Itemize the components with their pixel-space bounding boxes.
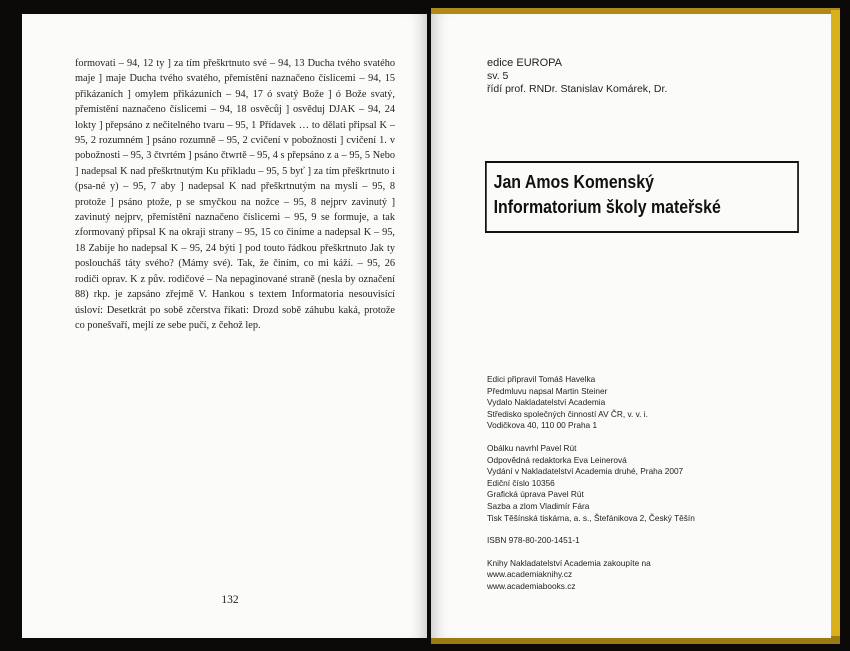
imprint-block-isbn (487, 535, 797, 547)
notes-paragraph: formovati – 94, 12 ty ] za tím přeškrtnuto své – 94, 13 Ducha tvého svatého maje ] maje Ducha tvého svatého, přemístění naznačeno číslicemi – 94, 15 přikázaních ] omylem přikázuních – 94, 17 ó svatý Bože ] ó Bože svatý, přemístění naznačeno číslicemi – 94, 18 osvěcůj ] osvěduj DJAK – 94, 24 lokty ] přepsáno z nečitelného tvaru – 95, 1 Přídavek … to dělati připsal K – 95, 2 rozumném ] psáno rozumně – 95, 2 cvičení v pobožnosti ] cvičení 1. v pobožnosti – 95, 3 čtvrtém ] psáno čtwrtě – 95, 4 s přepsáno z a – 95, 5 Nebo ] nadepsal K nad přeškrtnutým Ku příkladu – 95, 5 byť ] za tím přeškrtnuto i (psa-né y) – 95, 7 aby ] nadepsal K nad přeškrtnutým na mysli – 95, 8 protože ] psáno ptože, p se smyčkou na nožce – 95, 8 nejprv zavinutý ] zavinutý nejprv, přemístění naznačeno číslicemi – 95, 9 se formuje, a tak zformovaný připsal K na okraji strany – 95, 15 co činíme a nadepsal K – 95, 18 Zabije ho nadepsal K – 95, 24 býti ] pod touto řádkou přeškrtnuto Jak ty posloucháš táty svého? (Mámy své). Tak, že činím, co mi káží. – 95, 26 rodiči oprav. K z pův. rodičové – Na nepaginované straně (nesla by označení 88) rkp. je zapsáno zřejmě V. Hankou s textem Informatoria nesouvisící úsloví: Desetkrát po sobě zčerstva říkati: Drozd sobě záhubu kaká, protože co ponešvaří, mejlí ze sebe pučí, z čehož lep. (75, 58, 395, 331)
cover-edge-right (831, 10, 840, 644)
title-box (485, 161, 799, 233)
series-editor: řídí prof. RNDr. Stanislav Komárek, Dr. (487, 83, 668, 95)
series-volume: sv. 5 (487, 70, 509, 82)
imprint-line: Grafická úprava Pavel Rút (487, 489, 584, 500)
page-number: 132 (221, 594, 239, 606)
imprint-line: Obálku navrhl Pavel Rút (487, 442, 577, 453)
series-info (487, 57, 667, 96)
imprint-block-editors (487, 374, 797, 432)
imprint-block-shop (487, 558, 797, 593)
notes-text-block (75, 56, 395, 333)
imprint-line: Předmluvu napsal Martin Steiner (487, 385, 608, 396)
series-edition: edice EUROPA (487, 57, 562, 69)
book-author: Jan Amos Komenský (493, 171, 654, 192)
imprint-line: Knihy Nakladatelství Academia zakoupíte na (487, 557, 651, 568)
right-page (431, 14, 831, 638)
imprint-line: Sazba a zlom Vladimír Fára (487, 500, 590, 511)
left-page (22, 14, 427, 638)
imprint-line: Odpovědná redaktorka Eva Leinerová (487, 454, 627, 465)
imprint (487, 374, 797, 604)
imprint-block-production (487, 443, 797, 524)
imprint-line: Vydání v Nakladatelství Academia druhé, Praha 2007 (487, 466, 684, 477)
imprint-line: Tisk Těšínská tiskárna, a. s., Štefánikova 2, Český Těšín (487, 512, 695, 523)
shop-url-cz: www.academiaknihy.cz (487, 569, 573, 580)
imprint-line: Vodičkova 40, 110 00 Praha 1 (487, 420, 598, 431)
imprint-line: Edici připravil Tomáš Havelka (487, 374, 596, 384)
imprint-line: Středisko společných činností AV ČR, v. v. i. (487, 408, 648, 419)
imprint-line: Vydalo Nakladatelství Academia (487, 397, 606, 408)
isbn: ISBN 978-80-200-1451-1 (487, 535, 580, 546)
book-title: Informatorium školy mateřské (493, 196, 721, 217)
shop-url-com: www.academiabooks.cz (487, 580, 576, 591)
imprint-line: Ediční číslo 10356 (487, 477, 555, 488)
